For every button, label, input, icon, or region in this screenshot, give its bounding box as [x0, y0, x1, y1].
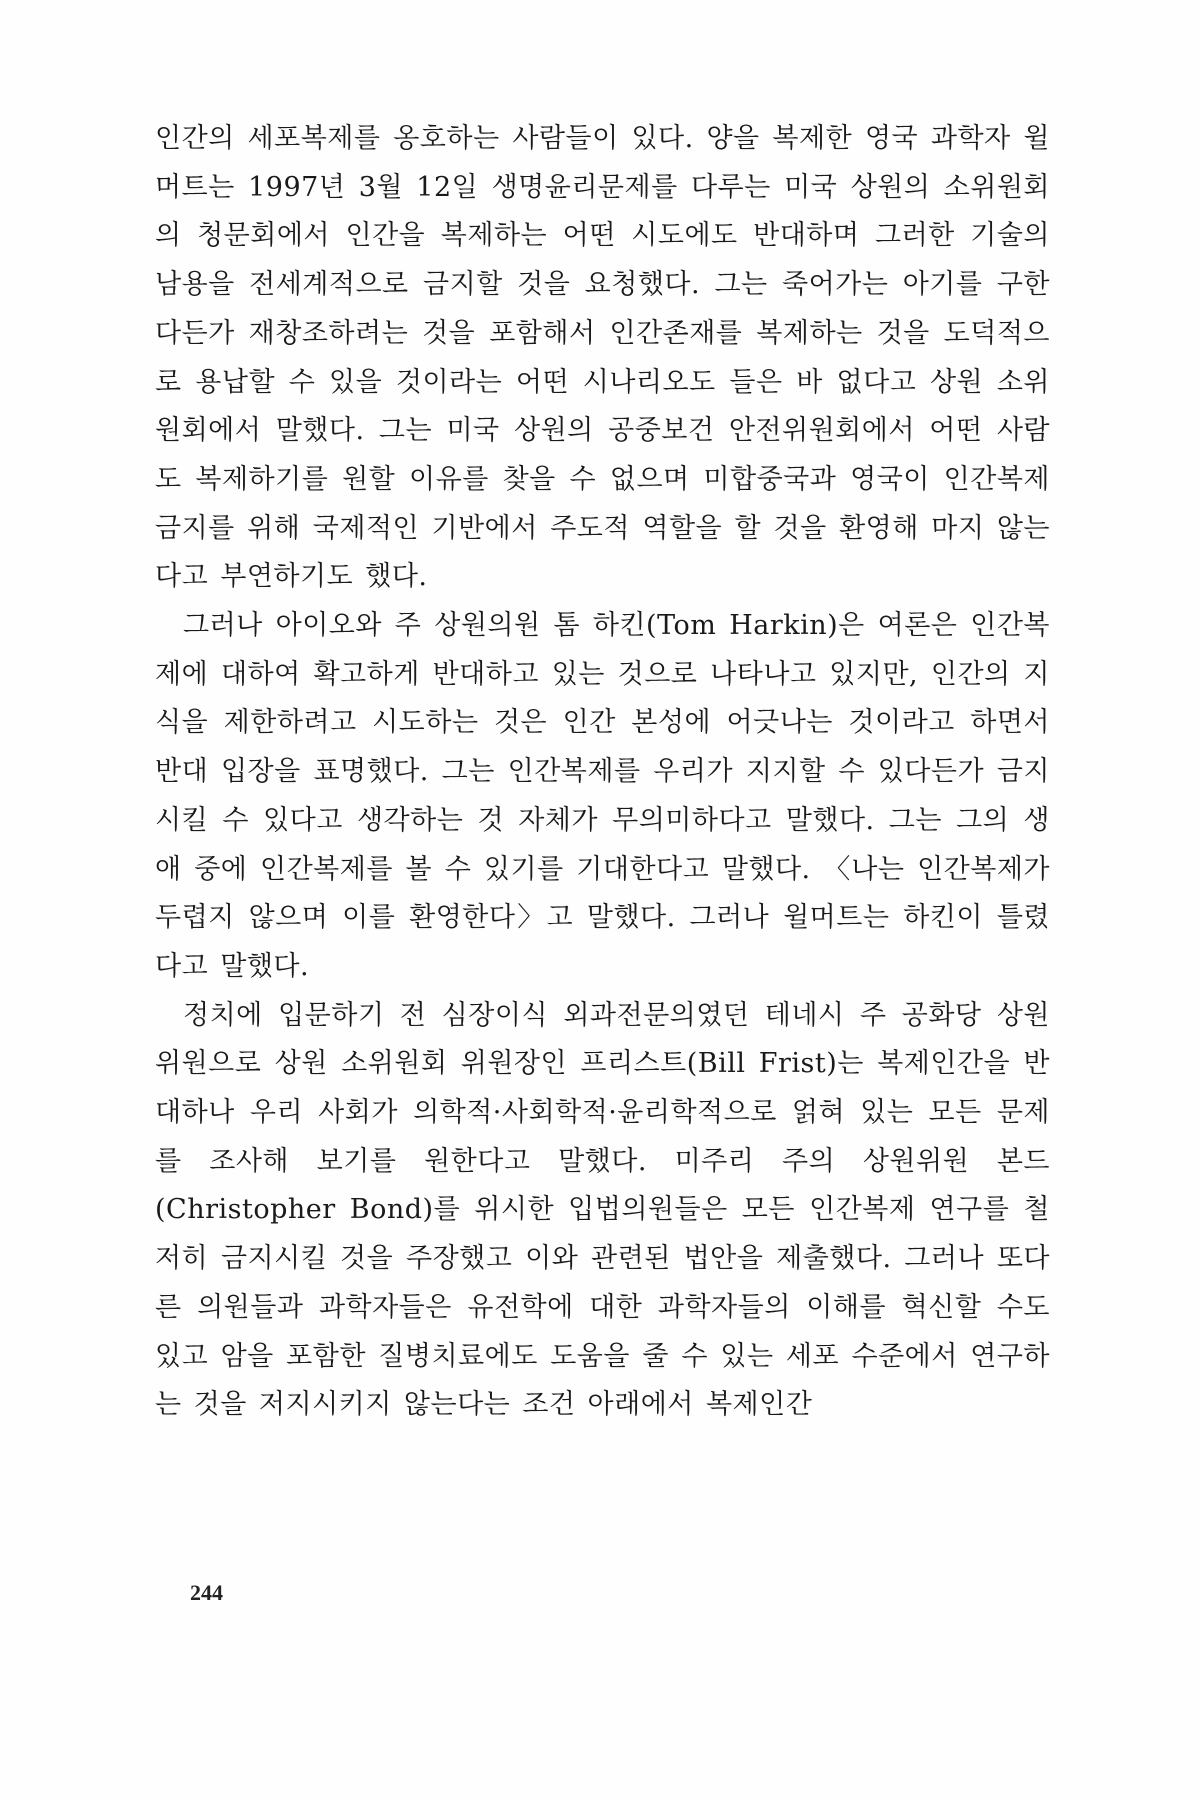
paragraph-2: 그러나 아이오와 주 상원의원 톰 하킨(Tom Harkin)은 여론은 인간복제에 대하여 확고하게 반대하고 있는 것으로 나타나고 있지만, 인간의 지식을 제한하려고 시도하는 것은 인간 본성에 어긋나는 것이라고 하면서 반대 입장을 표명했다. 그는 인간복제를 우리가 지지할 수 있다든가 금지시킬 수 있다고 생각하는 것 자체가 무의미하다고 말했다. 그는 그의 생애 중에 인간복제를 볼 수 있기를 기대한다고 말했다. 〈나는 인간복제가 두렵지 않으며 이를 환영한다〉고 말했다. 그러나 윌머트는 하킨이 틀렸다고 말했다. — [155, 610, 1050, 982]
page-number: 244 — [190, 1580, 223, 1605]
paragraph-1: 인간의 세포복제를 옹호하는 사람들이 있다. 양을 복제한 영국 과학자 윌머트는 1997년 3월 12일 생명윤리문제를 다루는 미국 상원의 소위원회의 청문회에서 인간을 복제하는 어떤 시도에도 반대하며 그러한 기술의 남용을 전세계적으로 금지할 것을 요청했다. 그는 죽어가는 아기를 구한다든가 재창조하려는 것을 포함해서 인간존재를 복제하는 것을 도덕적으로 용납할 수 있을 것이라는 어떤 시나리오도 들은 바 없다고 상원 소위원회에서 말했다. 그는 미국 상원의 공중보건 안전위원회에서 어떤 사람도 복제하기를 원할 이유를 찾을 수 없으며 미합중국과 영국이 인간복제 금지를 위해 국제적인 기반에서 주도적 역할을 할 것을 환영해 마지 않는다고 부연하기도 했다. — [155, 123, 1050, 593]
paragraph-3: 정치에 입문하기 전 심장이식 외과전문의였던 테네시 주 공화당 상원위원으로 상원 소위원회 위원장인 프리스트(Bill Frist)는 복제인간을 반대하나 우리 사회가 의학적·사회학적·윤리학적으로 얽혀 있는 모든 문제를 조사해 보기를 원한다고 말했다. 미주리 주의 상원위원 본드(Christopher Bond)를 위시한 입법의원들은 모든 인간복제 연구를 철저히 금지시킬 것을 주장했고 이와 관련된 법안을 제출했다. 그러나 또다른 의원들과 과학자들은 유전학에 대한 과학자들의 이해를 혁신할 수도 있고 암을 포함한 질병치료에도 도움을 줄 수 있는 세포 수준에서 연구하는 것을 저지시키지 않는다는 조건 아래에서 복제인간 — [155, 999, 1050, 1421]
body-text — [155, 115, 1050, 1430]
